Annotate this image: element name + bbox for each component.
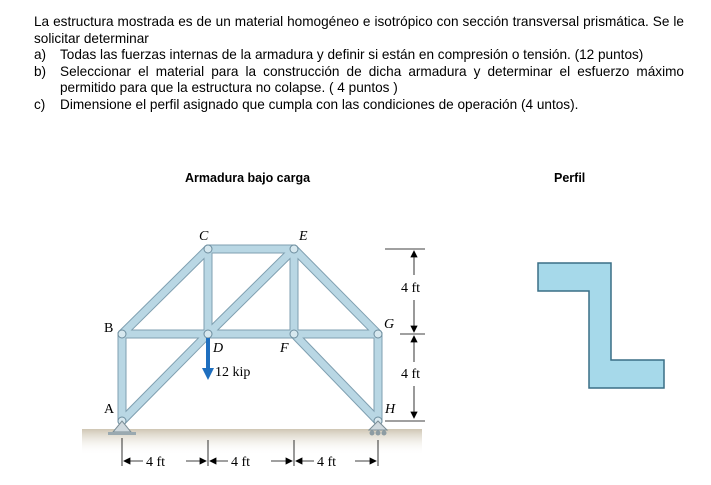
dim-horizontal-2: 4 ft: [231, 455, 251, 470]
task-c-mark: c): [34, 96, 46, 112]
problem-intro: La estructura mostrada es de un material homogéneo e isotrópico con sección transversal prismática. Se le solicitar determinar: [34, 14, 684, 46]
node-label-C: C: [199, 229, 209, 244]
truss-title: Armadura bajo carga: [185, 171, 311, 185]
node-label-D: D: [213, 341, 224, 356]
member-FH: [294, 334, 378, 421]
pin-support-A: [108, 421, 136, 435]
roller-support-H: [369, 421, 387, 436]
task-c-text: Dimensione el perfil asignado que cumpla con las condiciones de operación (4 untos).: [60, 96, 579, 112]
task-a-mark: a): [34, 47, 47, 62]
node-label-A: A: [104, 402, 115, 417]
task-b-text: Seleccionar el material para la construcción de dicha armadura y determinar el esfuerzo máximo permitido para que la estructura no colapse. ( 4 puntos ): [60, 63, 684, 95]
node-label-F: F: [280, 341, 289, 356]
member-BC: [122, 249, 208, 334]
profile-title: Perfil: [554, 171, 586, 185]
dim-vertical-lower: 4 ft: [401, 367, 421, 382]
node-label-E: E: [299, 229, 308, 244]
task-b-mark: b): [34, 63, 47, 79]
profile-z-section: [538, 263, 664, 388]
dim-horizontal-1: 4 ft: [146, 455, 166, 470]
dim-vertical-upper: 4 ft: [401, 281, 421, 296]
task-a-text: Todas las fuerzas internas de la armadura y definir si están en compresión o tensión. (12 puntos): [60, 47, 644, 62]
member-fill: [122, 249, 378, 421]
member-EG: [294, 249, 378, 334]
member-DE: [208, 249, 294, 334]
dim-horizontal-3: 4 ft: [317, 455, 337, 470]
load-label: 12 kip: [215, 365, 251, 380]
node-label-G: G: [384, 317, 395, 332]
node-label-H: H: [385, 402, 396, 417]
member-AD: [122, 334, 208, 421]
vertical-dimensions: [385, 249, 425, 421]
truss-members: [118, 245, 382, 425]
node-label-B: B: [104, 321, 114, 336]
